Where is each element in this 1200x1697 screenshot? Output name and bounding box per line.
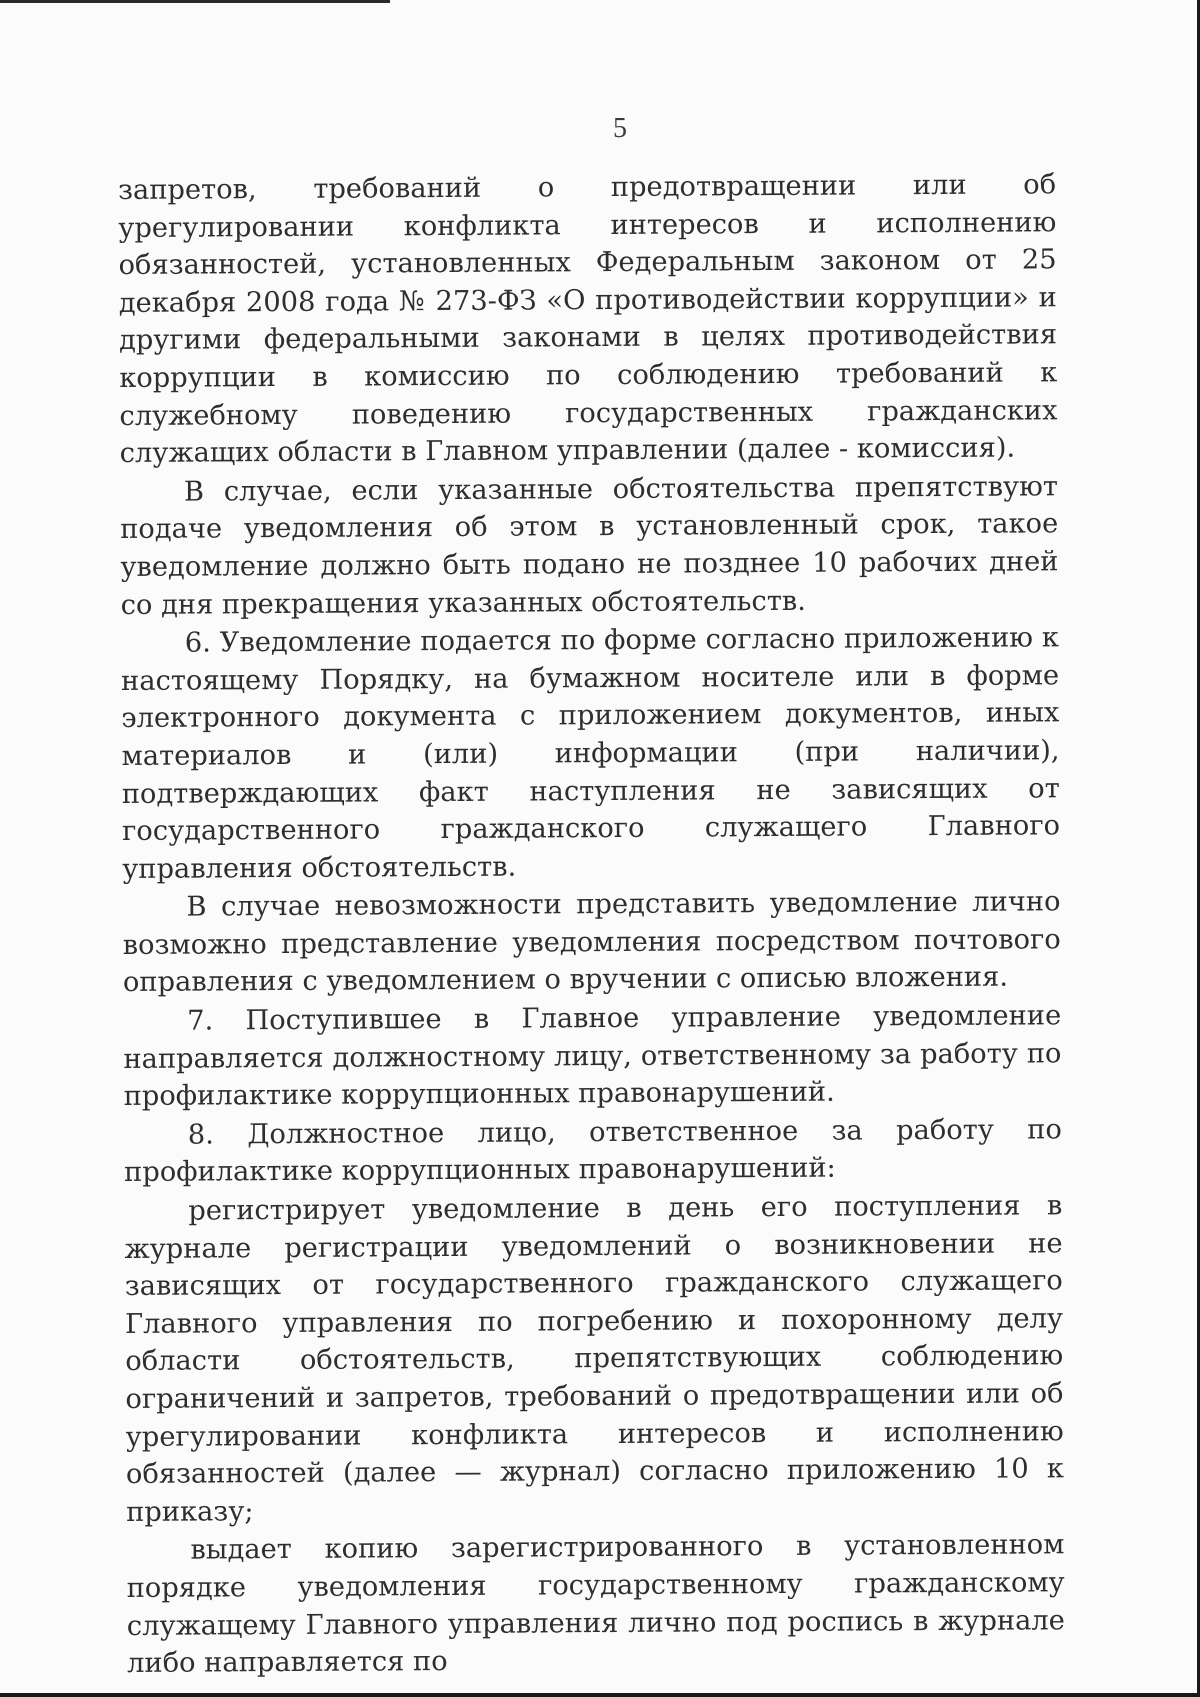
paragraph-postal-submission: В случае невозможности представить уведомление лично возможно представление уведомления посредством почтового оправления с уведомлением о вручении с описью вложения. <box>122 886 1061 999</box>
document-body <box>118 166 1065 1682</box>
scan-top-edge <box>0 0 390 3</box>
paragraph-copy-issue: выдает копию зарегистрированного в установленном порядке уведомления государственному гражданскому служащему Главного управления лично под роспись в журнале либо направляется по <box>126 1529 1065 1680</box>
paragraph-item-7: 7. Поступившее в Главное управление уведомление направляется должностному лицу, ответственному за работу по профилактике коррупционных правонарушений. <box>123 1000 1062 1113</box>
paragraph-item-8: 8. Должностное лицо, ответственное за работу по профилактике коррупционных правонарушений: <box>124 1114 1062 1189</box>
paragraph-registration: регистрирует уведомление в день его поступления в журнале регистрации уведомлений о возникновении не зависящих от государственного гражданского служащего Главного управления по погребению и похоронному делу области обстоятельств, препятствующих соблюдению ограничений и запретов, требований о предотвращении или об урегулировании конфликта интересов и исполнению обязанностей (далее — журнал) согласно приложению 10 к приказу; <box>124 1190 1065 1528</box>
paragraph-delay-notice: В случае, если указанные обстоятельства препятствуют подаче уведомления об этом в установленный срок, такое уведомление должно быть подано не позднее 10 рабочих дней со дня прекращения указанных обстоятельств. <box>120 471 1059 621</box>
paragraph-item-6: 6. Уведомление подается по форме согласно приложению к настоящему Порядку, на бумажном носителе или в форме электронного документа с приложением документов, иных материалов и (или) информации (при наличии), подтверждающих факт наступления не зависящих от государственного гражданского служащего Главного управления обстоятельств. <box>121 622 1061 885</box>
scan-bottom-edge <box>0 1693 1200 1697</box>
paragraph-continuation: запретов, требований о предотвращении или об урегулировании конфликта интересов и исполнению обязанностей, установленных Федеральным законом от 25 декабря 2008 года № 273-ФЗ «О противодействии коррупции» и другими федеральными законами в целях противодействия коррупции в комиссию по соблюдению требований к служебному поведению государственных гражданских служащих области в Главном управлении (далее - комиссия). <box>118 169 1058 470</box>
page-number: 5 <box>613 113 627 144</box>
